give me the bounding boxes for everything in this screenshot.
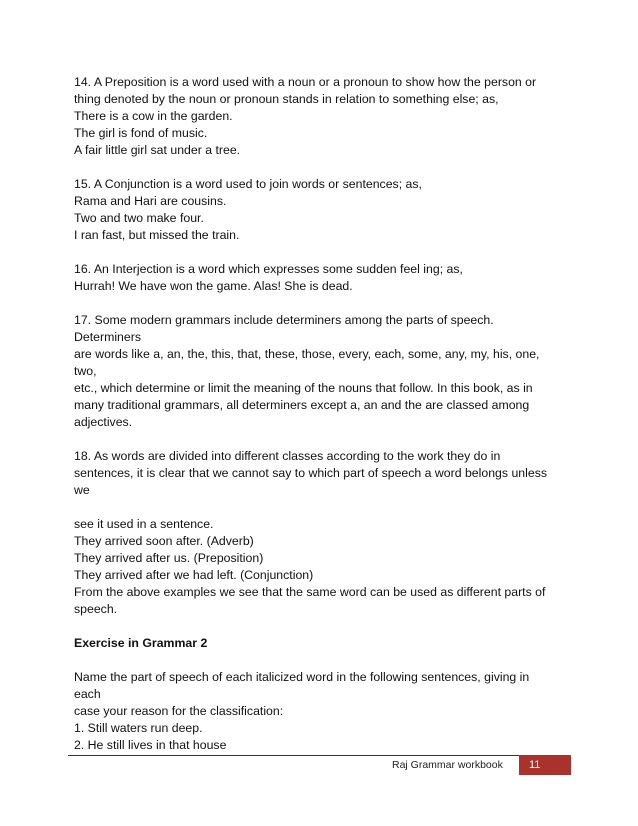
text-line: adjectives.: [74, 415, 133, 429]
paragraph-gap: [74, 618, 564, 635]
paragraph-gap: [74, 499, 564, 516]
text-line: speech.: [74, 602, 118, 616]
page-number: 11: [519, 755, 571, 775]
paragraph-determiners: [74, 312, 564, 431]
footer-title: Raj Grammar workbook: [392, 759, 503, 771]
paragraph-word-classes-continued: [74, 516, 564, 618]
text-line: see it used in a sentence.: [74, 517, 214, 531]
text-line: are words like a, an, the, this, that, these, those, every, each, some, any, my, his, one,: [74, 347, 540, 361]
example-line: Hurrah! We have won the game. Alas! She is dead.: [74, 279, 353, 293]
text-line: each: [74, 687, 101, 701]
text-line: thing denoted by the noun or pronoun stands in relation to something else; as,: [74, 92, 499, 106]
text-line: Name the part of speech of each italicized word in the following sentences, giving in: [74, 670, 530, 684]
paragraph-gap: [74, 652, 564, 669]
text-line: 15. A Conjunction is a word used to join words or sentences; as,: [74, 177, 422, 191]
text-line: many traditional grammars, all determiners except a, an and the are classed among: [74, 398, 530, 412]
example-line: I ran fast, but missed the train.: [74, 228, 240, 242]
example-line: Two and two make four.: [74, 211, 204, 225]
text-line: sentences, it is clear that we cannot say to which part of speech a word belongs unless: [74, 466, 548, 480]
paragraph-gap: [74, 159, 564, 176]
text-line: case your reason for the classification:: [74, 704, 284, 718]
example-line: They arrived after us. (Preposition): [74, 551, 264, 565]
text-line: Determiners: [74, 330, 141, 344]
example-line: They arrived after we had left. (Conjunction): [74, 568, 314, 582]
text-line: we: [74, 483, 90, 497]
paragraph-gap: [74, 431, 564, 448]
paragraph-interjection: [74, 261, 564, 295]
text-line: two,: [74, 364, 97, 378]
text-line: 16. An Interjection is a word which expresses some sudden feel ing; as,: [74, 262, 463, 276]
exercise-item: 1. Still waters run deep.: [74, 721, 203, 735]
text-line: etc., which determine or limit the meaning of the nouns that follow. In this book, as in: [74, 381, 533, 395]
footer-rule: [68, 755, 571, 756]
example-line: A fair little girl sat under a tree.: [74, 143, 241, 157]
text-line: From the above examples we see that the same word can be used as different parts of: [74, 585, 546, 599]
example-line: There is a cow in the garden.: [74, 109, 233, 123]
example-line: Rama and Hari are cousins.: [74, 194, 227, 208]
text-line: 17. Some modern grammars include determiners among the parts of speech.: [74, 313, 494, 327]
text-line: 14. A Preposition is a word used with a noun or a pronoun to show how the person or: [74, 75, 537, 89]
paragraph-preposition: [74, 74, 564, 159]
exercise-instructions: [74, 669, 564, 754]
example-line: The girl is fond of music.: [74, 126, 208, 140]
paragraph-gap: [74, 244, 564, 261]
paragraph-gap: [74, 295, 564, 312]
text-line: 18. As words are divided into different classes according to the work they do in: [74, 449, 501, 463]
exercise-item: 2. He still lives in that house: [74, 738, 227, 752]
paragraph-conjunction: [74, 176, 564, 244]
example-line: They arrived soon after. (Adverb): [74, 534, 254, 548]
exercise-heading: Exercise in Grammar 2: [74, 636, 208, 650]
paragraph-word-classes: [74, 448, 564, 499]
page-body: [74, 74, 564, 754]
